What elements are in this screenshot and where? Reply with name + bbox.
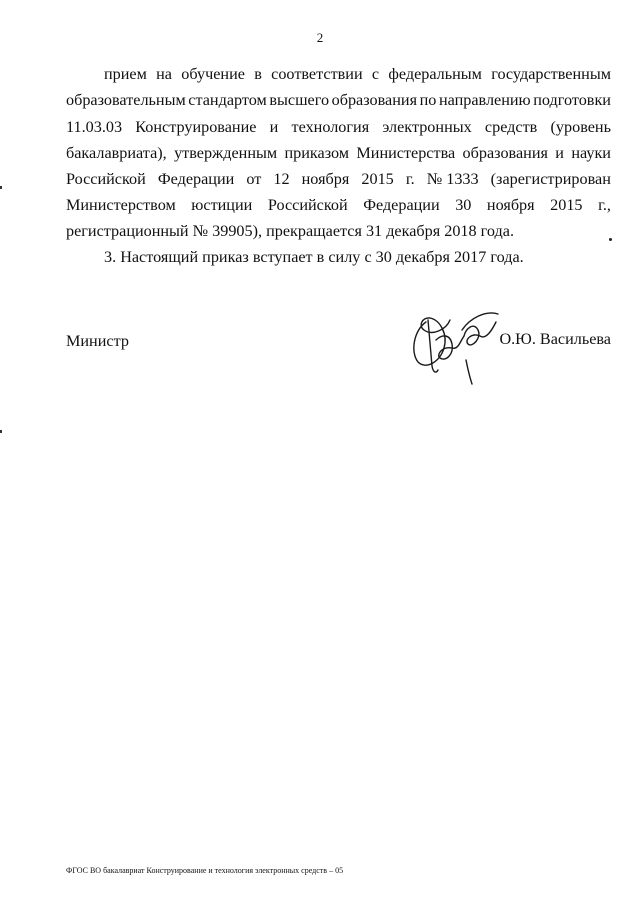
- word: обучение: [181, 65, 245, 83]
- body-line-5: [66, 169, 611, 189]
- word: стандартом: [188, 91, 267, 109]
- word: высшего: [269, 91, 330, 109]
- word: (уровень: [550, 118, 611, 136]
- word: федеральным: [388, 65, 482, 83]
- word: г.: [405, 170, 415, 188]
- body-line-7: регистрационный № 39905), прекращается 31 декабря 2018 года.: [66, 222, 514, 240]
- word: технология: [291, 118, 370, 136]
- word: образования: [331, 91, 418, 109]
- word: науки: [571, 144, 611, 162]
- word: бакалавриата),: [66, 144, 167, 162]
- body-line-2: [66, 90, 611, 110]
- scan-speck: [609, 238, 612, 241]
- clause-3: 3. Настоящий приказ вступает в силу с 30 декабря 2017 года.: [104, 248, 524, 266]
- word: (зарегистрирован: [490, 170, 611, 188]
- word: с: [371, 65, 380, 83]
- word: и: [555, 144, 564, 162]
- word: 11.03.03: [66, 118, 123, 136]
- body-line-1: [104, 64, 611, 84]
- body-line-6: [66, 195, 611, 215]
- word: утвержденным: [174, 144, 278, 162]
- scan-edge-mark: [0, 430, 2, 433]
- word: г.,: [598, 196, 611, 214]
- signature-block: [66, 300, 611, 390]
- word: Федерации: [363, 196, 440, 214]
- word: на: [156, 65, 172, 83]
- word: 30: [455, 196, 472, 214]
- minister-name: О.Ю. Васильева: [499, 330, 611, 348]
- page-number: 2: [316, 30, 324, 45]
- word: и: [269, 118, 279, 136]
- word: Российской: [267, 196, 348, 214]
- word: ноября: [486, 196, 535, 214]
- word: 2015: [361, 170, 394, 188]
- word: по: [419, 91, 437, 109]
- word: Конструирование: [135, 118, 257, 136]
- minister-title: Министр: [66, 332, 129, 350]
- word: Российской: [66, 170, 146, 188]
- word: Министерства: [356, 144, 456, 162]
- word: от: [246, 170, 262, 188]
- word: прием: [104, 65, 147, 83]
- word: образовательным: [66, 91, 186, 109]
- word: 2015: [550, 196, 583, 214]
- word: подготовки: [533, 91, 611, 109]
- word: соответствии: [271, 65, 363, 83]
- word: государственным: [491, 65, 611, 83]
- word: образования: [462, 144, 548, 162]
- word: ноября: [301, 170, 350, 188]
- word: приказом: [284, 144, 350, 162]
- document-footer: ФГОС ВО бакалавриат Конструирование и технология электронных средств – 05: [66, 866, 344, 875]
- handwritten-signature: [406, 300, 506, 388]
- word: средств: [484, 118, 538, 136]
- word: 12: [273, 170, 290, 188]
- body-line-3: [66, 117, 611, 137]
- word: Министерством: [66, 196, 176, 214]
- word: электронных: [382, 118, 472, 136]
- word: в: [254, 65, 262, 83]
- body-line-4: [66, 143, 611, 163]
- word: направлению: [438, 91, 531, 109]
- word: Федерации: [157, 170, 235, 188]
- scan-edge-mark: [0, 186, 2, 189]
- word: юстиции: [191, 196, 253, 214]
- word: № 1333: [426, 170, 479, 188]
